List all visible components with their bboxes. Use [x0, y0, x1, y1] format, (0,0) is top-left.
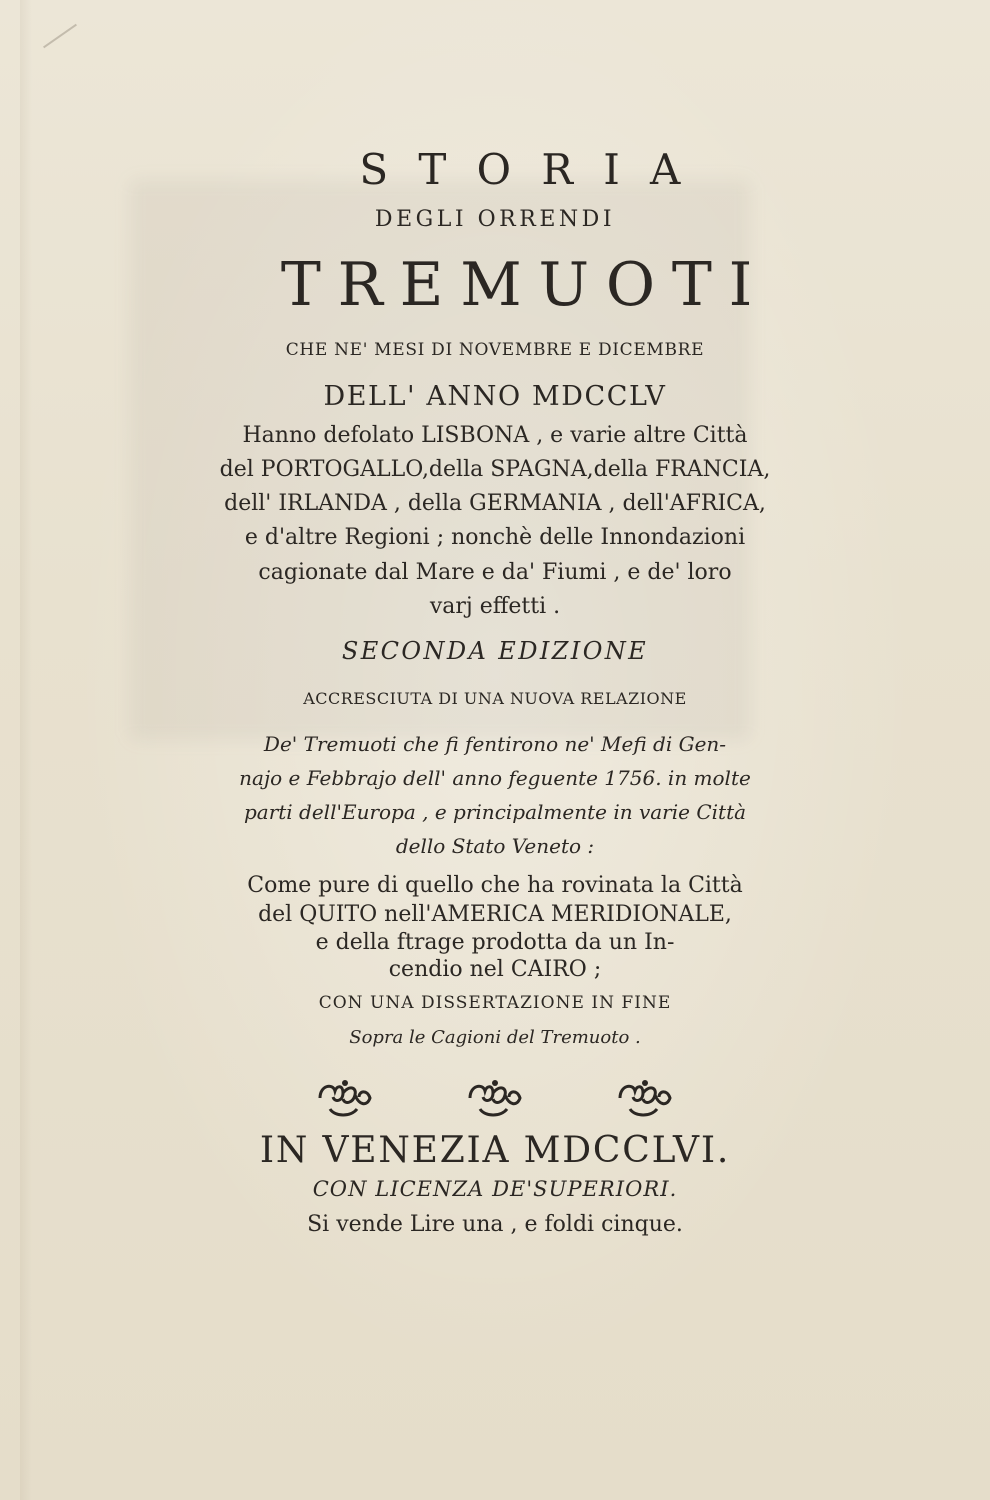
italic-line: De' Tremuoti che fi fentirono ne' Mefi di Gen-	[263, 732, 727, 756]
ornament-row	[295, 1075, 695, 1121]
body-line: cagionate dal Mare e da' Fiumi , e de' loro	[258, 560, 732, 585]
edition-heading: SECONDA EDIZIONE	[341, 637, 649, 665]
imprint-place-date: IN VENEZIA MDCCLVI.	[259, 1130, 731, 1171]
subtitle-months: CHE NE' MESI DI NOVEMBRE E DICEMBRE	[285, 340, 705, 360]
italic-line: najo e Febbrajo dell' anno feguente 1756. in molte	[239, 766, 751, 790]
fleuron-icon	[320, 1080, 370, 1115]
fleuron-icon	[620, 1080, 670, 1115]
subtitle-year: DELL' ANNO MDCCLV	[323, 381, 667, 412]
fleuron-icon	[470, 1080, 520, 1115]
italic-line: parti dell'Europa , e principalmente in varie Città	[243, 800, 747, 824]
come-line: cendio nel CAIRO ;	[388, 957, 602, 982]
accresciuta-line: ACCRESCIUTA DI UNA NUOVA RELAZIONE	[303, 689, 687, 708]
title-degli-orrendi: DEGLI ORRENDI	[374, 207, 616, 232]
corner-crease	[43, 24, 77, 49]
imprint-price: Si vende Lire una , e foldi cinque.	[307, 1212, 683, 1237]
body-line: e d'altre Regioni ; nonchè delle Innondazioni	[244, 525, 746, 550]
body-line: dell' IRLANDA , della GERMANIA , dell'AFRICA,	[224, 491, 766, 516]
title-tremuoti: TREMUOTI	[280, 250, 770, 320]
come-line: e della ftrage prodotta da un In-	[315, 930, 675, 955]
title-storia: STORIA	[359, 145, 711, 194]
italic-line: dello Stato Veneto :	[395, 834, 595, 858]
body-line: Hanno defolato LISBONA , e varie altre Città	[242, 423, 748, 448]
dissertation-line: CON UNA DISSERTAZIONE IN FINE	[318, 993, 672, 1013]
come-line: del QUITO nell'AMERICA MERIDIONALE,	[258, 902, 732, 927]
dissertation-subline: Sopra le Cagioni del Tremuoto .	[349, 1027, 641, 1048]
body-line: varj effetti .	[429, 594, 561, 619]
body-line: del PORTOGALLO,della SPAGNA,della FRANCIA,	[219, 457, 771, 482]
come-line: Come pure di quello che ha rovinata la Città	[247, 873, 743, 898]
imprint-licenza: CON LICENZA DE'SUPERIORI.	[312, 1177, 678, 1201]
